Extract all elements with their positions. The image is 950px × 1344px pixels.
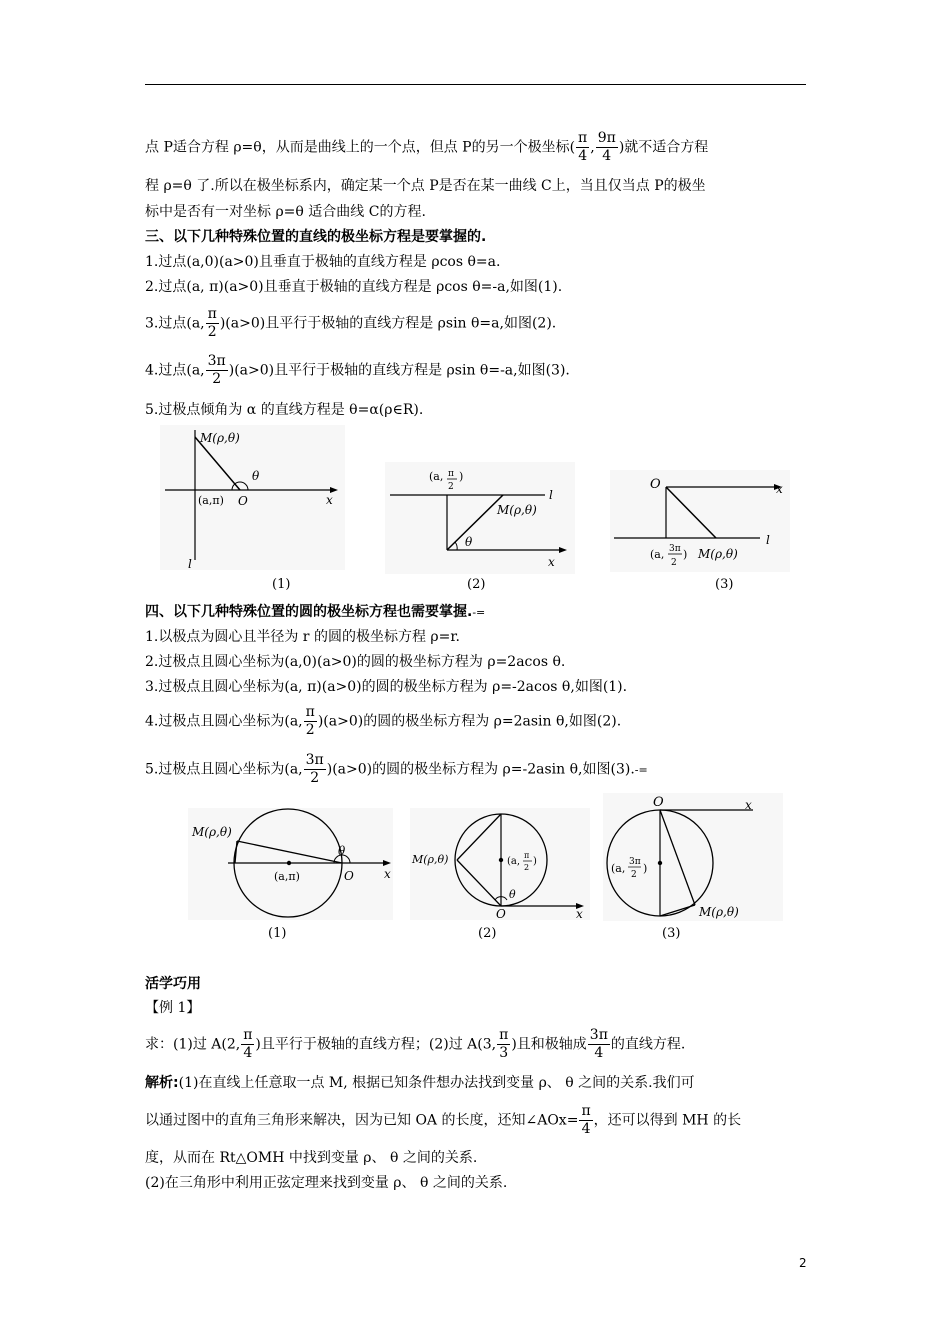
circle-fig1-caption: (1) [268,926,287,941]
example-question: 求：(1)过 A(2, $\frac{\pi}{4}$ )且平行于极轴的直线方程；(2)过 A(3, $\frac{\pi}{3}$ )且和极轴成 $\frac{3\pi}{4}$ 的直线方程. [145,1027,686,1061]
fraction-pi-4: $\frac{\pi}{4}$ [578,130,588,164]
svg-text:x: x [326,493,333,507]
section4-heading: 四、以下几种特殊位置的圆的极坐标方程也需要掌握. [145,604,473,620]
sec3-item1: 1.过点(a,0)(a>0)且垂直于极轴的直线方程是 ρcos θ=a. [145,254,501,270]
sec3-item5: 5.过极点倾角为 α 的直线方程是 θ=α(ρ∈R). [145,402,424,418]
fraction-pi-4: $\frac{\pi}{4}$ [243,1027,253,1061]
para1-text-a: 点 P适合方程 ρ=θ，从而是曲线上的一个点，但点 P的另一个极坐标( [145,139,576,156]
sec3-item2: 2.过点(a, π)(a>0)且垂直于极轴的直线方程是 ρcos θ=-a,如图(1). [145,279,563,295]
line-fig1-caption: (1) [272,577,291,592]
practice-heading: 活学巧用 [145,976,201,992]
line-fig3-caption: (3) [715,577,734,592]
svg-text:(a,π): (a,π) [198,494,224,507]
svg-text:l: l [549,488,553,502]
sec4-item4: 4.过极点且圆心坐标为(a, $\frac{\pi}{2}$ )(a>0)的圆的极坐标方程为 ρ=2asin θ,如图(2). [145,704,622,738]
fraction-pi-2: $\frac{\pi}{2}$ [305,704,315,738]
fraction-pi-2: $\frac{\pi}{2}$ [207,306,217,340]
svg-text:x: x [776,482,783,496]
example-label: 【例 1】 [145,1000,201,1016]
svg-text:x: x [745,798,752,812]
circle-figure-1 [188,808,393,920]
fraction-3pi-2: $\frac{3\pi}{2}$ [207,353,226,387]
sec3-item4: 4.过点(a, $\frac{3\pi}{2}$ )(a>0)且平行于极轴的直线方程是 ρsin θ=-a,如图(3). [145,353,570,387]
circle-fig2-caption: (2) [478,926,497,941]
fraction-pi-4: $\frac{\pi}{4}$ [581,1103,591,1137]
svg-text:): ) [643,862,648,875]
svg-text:O: O [344,869,354,883]
svg-text:2: 2 [448,482,454,492]
solution-label: 解析: [145,1075,179,1091]
section4-heading-line: 四、以下几种特殊位置的圆的极坐标方程也需要掌握.-= [145,604,486,620]
svg-text:(a,: (a, [650,548,665,561]
svg-text:l: l [766,533,770,547]
page-number: 2 [799,1256,807,1270]
svg-text:M(ρ,θ): M(ρ,θ) [497,503,537,517]
solution-line1: 解析:(1)在直线上任意取一点 M, 根据已知条件想办法找到变量 ρ、 θ 之间的关系.我们可 [145,1075,695,1091]
svg-text:M(ρ,θ): M(ρ,θ) [192,825,232,839]
svg-text:): ) [459,470,464,483]
svg-text:O: O [653,795,664,810]
solution-line4: (2)在三角形中利用正弦定理来找到变量 ρ、 θ 之间的关系. [145,1175,508,1191]
header-rule [145,84,806,85]
sec4-item2: 2.过极点且圆心坐标为(a,0)(a>0)的圆的极坐标方程为 ρ=2acos θ. [145,654,566,670]
sec4-item5: 5.过极点且圆心坐标为(a, $\frac{3\pi}{2}$ )(a>0)的圆的极坐标方程为 ρ=-2asin θ,如图(3).-= [145,752,648,786]
sec3-item3: 3.过点(a, $\frac{\pi}{2}$ )(a>0)且平行于极轴的直线方程是 ρsin θ=a,如图(2). [145,306,557,340]
solution-line2: 以通过图中的直角三角形来解决，因为已知 OA 的长度，还知∠AOx= $\frac{\pi}{4}$ ，还可以得到 MH 的长 [145,1103,742,1137]
svg-text:θ: θ [465,535,473,549]
svg-text:): ) [533,856,537,867]
svg-text:x: x [548,555,555,569]
svg-text:3π: 3π [629,857,641,867]
svg-text:M(ρ,θ): M(ρ,θ) [698,547,738,561]
svg-text:M(ρ,θ): M(ρ,θ) [699,905,739,919]
fraction-pi-3: $\frac{\pi}{3}$ [499,1027,509,1061]
svg-text:x: x [576,907,583,920]
solution-line3: 度，从而在 Rt△OMH 中找到变量 ρ、 θ 之间的关系. [145,1150,478,1166]
svg-text:θ: θ [338,844,346,858]
line-figure-3 [610,470,790,572]
para1-text-b: )就不适合方程 [618,139,709,156]
svg-text:3π: 3π [669,544,681,554]
para1-line3: 标中是否有一对坐标 ρ=θ 适合曲线 C的方程. [145,204,426,220]
fraction-3pi-2: $\frac{3\pi}{2}$ [305,752,324,786]
svg-text:π: π [524,851,530,860]
svg-text:): ) [683,548,688,561]
line-figure-2 [385,462,575,574]
svg-text:2: 2 [524,863,530,872]
svg-text:M(ρ,θ): M(ρ,θ) [200,431,240,445]
svg-text:2: 2 [671,558,677,568]
svg-text:O: O [650,477,661,492]
svg-text:M(ρ,θ): M(ρ,θ) [412,853,449,866]
sec4-item3: 3.过极点且圆心坐标为(a, π)(a>0)的圆的极坐标方程为 ρ=-2acos θ,如图(1). [145,679,628,695]
svg-text:O: O [238,494,248,508]
line-figure-1 [160,425,345,570]
circle-figure-3 [603,793,783,921]
para1-line1: 点 P适合方程 ρ=θ，从而是曲线上的一个点，但点 P的另一个极坐标( $\frac{\pi}{4}$ , $\frac{9\pi}{4}$ )就不适合方程 [145,130,709,164]
fraction-9pi-4: $\frac{9\pi}{4}$ [597,130,616,164]
svg-text:x: x [384,867,391,881]
svg-text:(a,π): (a,π) [274,870,300,883]
fraction-3pi-4: $\frac{3\pi}{4}$ [589,1027,608,1061]
circle-figure-2 [410,808,590,920]
circle-fig3-caption: (3) [662,926,681,941]
svg-text:(a,: (a, [611,862,626,875]
para1-line2: 程 ρ=θ 了.所以在极坐标系内，确定某一个点 P是否在某一曲线 C上，当且仅当点 P的极坐 [145,178,706,194]
svg-text:O: O [496,907,506,920]
svg-text:π: π [448,469,454,479]
section3-heading: 三、以下几种特殊位置的直线的极坐标方程是要掌握的. [145,229,487,245]
svg-text:θ: θ [252,469,260,483]
svg-text:(a,: (a, [507,856,521,867]
svg-text:θ: θ [509,888,516,901]
sec4-item1: 1.以极点为圆心且半径为 r 的圆的极坐标方程 ρ=r. [145,629,460,645]
line-fig2-caption: (2) [467,577,486,592]
svg-text:l: l [188,557,192,570]
svg-text:2: 2 [631,870,637,880]
svg-text:(a,: (a, [429,470,444,483]
